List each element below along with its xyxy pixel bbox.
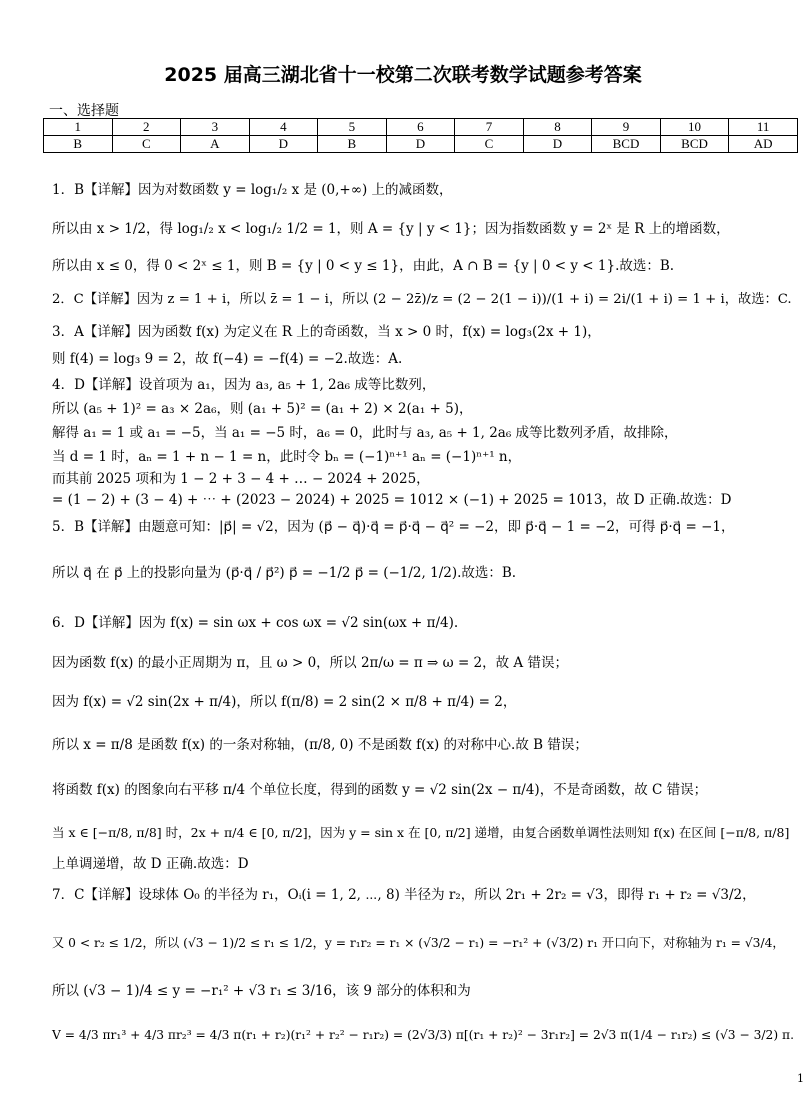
answer-cell: C: [455, 136, 524, 153]
answer-cell: C: [112, 136, 181, 153]
answer-cell: D: [249, 136, 318, 153]
solution-line: 解得 a₁ = 1 或 a₁ = −5，当 a₁ = −5 时，a₆ = 0，此时与 a₃, a₅ + 1, 2a₆ 成等比数列矛盾，故排除，: [52, 425, 678, 441]
answer-cell: D: [386, 136, 455, 153]
solution-line: 2．C【详解】因为 z = 1 + i，所以 z̄ = 1 − i，所以 (2 − 2z̄)/z = (2 − 2(1 − i))/(1 + i) = 2i/(1 + i) = 1 + i，故选：C.: [52, 292, 792, 307]
answer-cell: BCD: [592, 136, 661, 153]
answer-cell: AD: [729, 136, 798, 153]
solution-line: 而其前 2025 项和为 1 − 2 + 3 − 4 + … − 2024 + 2025，: [52, 471, 430, 487]
solution-line: 1．B【详解】因为对数函数 y = log₁/₂ x 是 (0,+∞) 上的减函数，: [52, 182, 453, 198]
page-title: 2025 届高三湖北省十一校第二次联考数学试题参考答案: [164, 64, 642, 86]
question-number: 6: [386, 119, 455, 136]
solution-line: 所以 x = π/8 是函数 f(x) 的一条对称轴，(π/8, 0) 不是函数 f(x) 的对称中心.故 B 错误；: [52, 737, 588, 753]
solution-line: = (1 − 2) + (3 − 4) + ⋯ + (2023 − 2024) + 2025 = 1012 × (−1) + 2025 = 1013，故 D 正确.故选：D: [52, 492, 732, 508]
solution-line: 所以由 x > 1/2，得 log₁/₂ x < log₁/₂ 1/2 = 1，则 A = {y | y < 1}；因为指数函数 y = 2ˣ 是 R 上的增函数，: [52, 221, 730, 237]
solution-line: 上单调递增，故 D 正确.故选：D: [52, 856, 249, 872]
solution-line: 又 0 < r₂ ≤ 1/2，所以 (√3 − 1)/2 ≤ r₁ ≤ 1/2，y = r₁r₂ = r₁ × (√3/2 − r₁) = −r₁² + (√3/2) r₁ 开口向下，对称轴为 r₁ = √3/4，: [52, 936, 785, 950]
solution-line: 4．D【详解】设首项为 a₁，因为 a₃, a₅ + 1, 2a₆ 成等比数列，: [52, 377, 436, 393]
solution-line: 将函数 f(x) 的图象向右平移 π/4 个单位长度，得到的函数 y = √2 sin(2x − π/4)，不是奇函数，故 C 错误；: [52, 782, 708, 798]
answer-cell: B: [318, 136, 387, 153]
answer-cell: B: [44, 136, 113, 153]
question-number: 3: [181, 119, 250, 136]
question-number: 8: [523, 119, 592, 136]
solution-line: 因为 f(x) = √2 sin(2x + π/4)，所以 f(π/8) = 2 sin(2 × π/8 + π/4) = 2，: [52, 694, 517, 710]
answer-letter-row: [44, 136, 798, 153]
answer-number-row: [44, 119, 798, 136]
question-number: 9: [592, 119, 661, 136]
solution-line: 6．D【详解】因为 f(x) = sin ωx + cos ωx = √2 sin(ωx + π/4).: [52, 615, 459, 631]
question-number: 1: [44, 119, 113, 136]
solution-line: 所以 q⃗ 在 p⃗ 上的投影向量为 (p⃗·q⃗ / p⃗²) p⃗ = −1/2 p⃗ = (−1/2, 1/2).故选：B.: [52, 565, 517, 581]
question-number: 11: [729, 119, 798, 136]
solution-line: 因为函数 f(x) 的最小正周期为 π，且 ω > 0，所以 2π/ω = π ⇒ ω = 2，故 A 错误；: [52, 655, 568, 671]
question-number: 10: [660, 119, 729, 136]
question-number: 5: [318, 119, 387, 136]
page-number: 1: [797, 1072, 804, 1085]
solution-line: 则 f(4) = log₃ 9 = 2，故 f(−4) = −f(4) = −2.故选：A.: [52, 351, 403, 367]
question-number: 2: [112, 119, 181, 136]
solution-line: 当 d = 1 时，aₙ = 1 + n − 1 = n，此时令 bₙ = (−1)ⁿ⁺¹ aₙ = (−1)ⁿ⁺¹ n，: [52, 449, 522, 465]
section-heading: 一、选择题: [49, 103, 119, 119]
solution-line: 所以由 x ≤ 0，得 0 < 2ˣ ≤ 1，则 B = {y | 0 < y ≤ 1}，由此，A ∩ B = {y | 0 < y < 1}.故选：B.: [52, 258, 675, 274]
question-number: 7: [455, 119, 524, 136]
solution-line: 5．B【详解】由题意可知：|p⃗| = √2，因为 (p⃗ − q⃗)·q⃗ = p⃗·q⃗ − q⃗² = −2，即 p⃗·q⃗ − 1 = −2，可得 p⃗·q⃗ = −1，: [52, 519, 735, 535]
answer-cell: D: [523, 136, 592, 153]
answer-table: [43, 118, 798, 153]
question-number: 4: [249, 119, 318, 136]
solution-line: V = 4/3 πr₁³ + 4/3 πr₂³ = 4/3 π(r₁ + r₂)(r₁² + r₂² − r₁r₂) = (2√3/3) π[(r₁ + r₂)² − 3r₁r₂] = 2√3 π(1/4 − r₁r₂) ≤ (√3 − 3/2) π.: [52, 1028, 794, 1042]
solution-line: 所以 (√3 − 1)/4 ≤ y = −r₁² + √3 r₁ ≤ 3/16，该 9 部分的体积和为: [52, 983, 471, 999]
answer-cell: BCD: [660, 136, 729, 153]
answer-cell: A: [181, 136, 250, 153]
solution-line: 3．A【详解】因为函数 f(x) 为定义在 R 上的奇函数，当 x > 0 时，f(x) = log₃(2x + 1)，: [52, 324, 601, 340]
solution-line: 7．C【详解】设球体 O₀ 的半径为 r₁，Oᵢ(i = 1, 2, ⋯, 8) 半径为 r₂，所以 2r₁ + 2r₂ = √3，即得 r₁ + r₂ = √3/2，: [52, 887, 756, 903]
solution-line: 所以 (a₅ + 1)² = a₃ × 2a₆，则 (a₁ + 5)² = (a₁ + 2) × 2(a₁ + 5)，: [52, 401, 473, 417]
solution-line: 当 x ∈ [−π/8, π/8] 时，2x + π/4 ∈ [0, π/2]，因为 y = sin x 在 [0, π/2] 递增，由复合函数单调性法则知 f(x) 在区间 [−π/8, π/8]: [52, 825, 790, 840]
